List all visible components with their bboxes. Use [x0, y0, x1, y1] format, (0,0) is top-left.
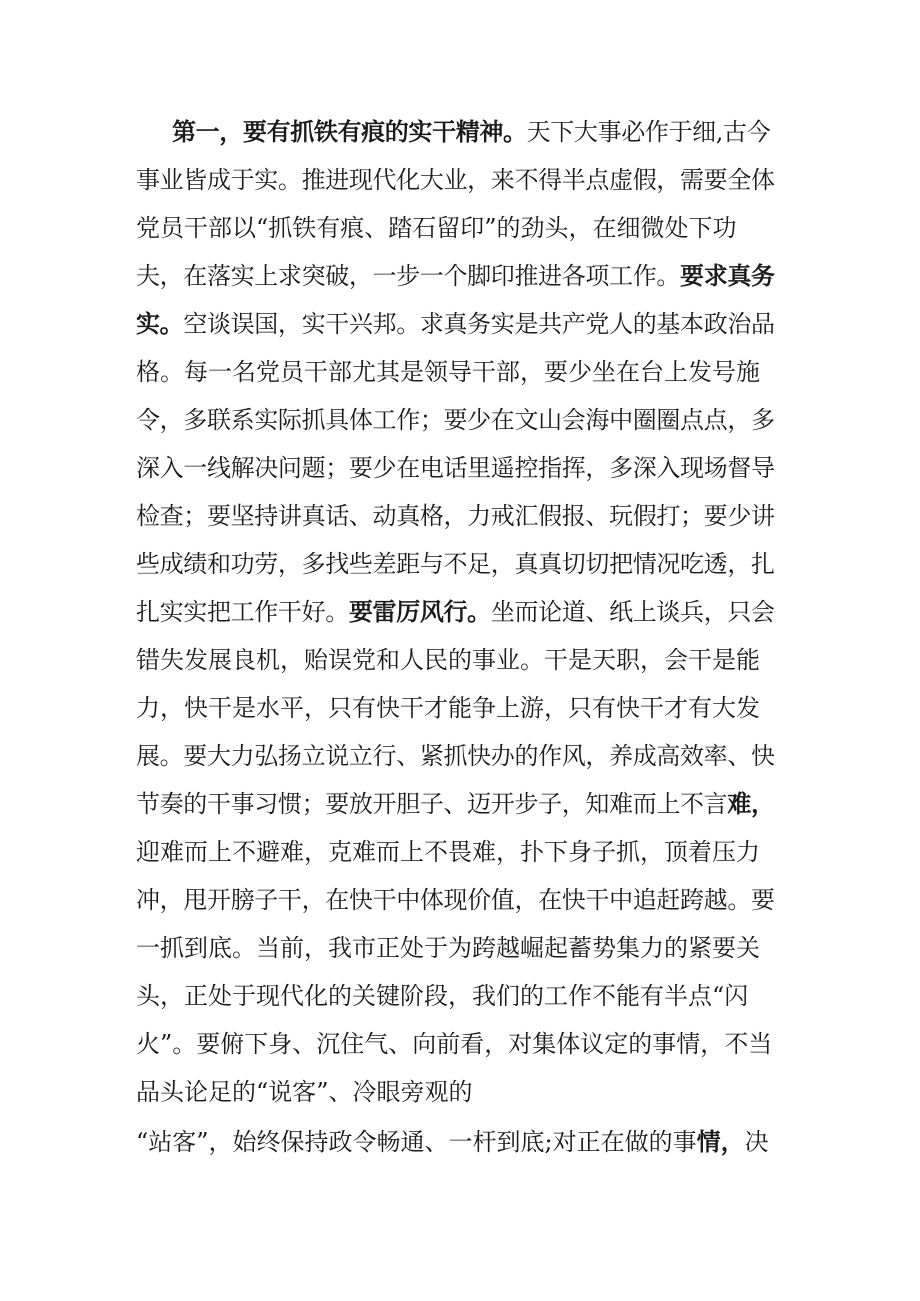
text-segment: 力，快干是水平，只有快干才能争上游，只有快干才有大发	[136, 694, 760, 722]
bold-text-segment: 要雷厉风行。	[348, 598, 491, 626]
text-segment: 节奏的干事习惯；要放开胆子、迈开步子，知难而上不言	[136, 790, 728, 818]
bold-text-segment: 难，	[727, 790, 775, 818]
text-line	[136, 492, 776, 540]
text-segment: 冲，甩开膀子干，在快干中体现价值，在快干中追赶跨越。要	[136, 886, 775, 914]
text-segment: 夫，在落实上求突破，一步一个脚印推进各项工作。	[136, 262, 681, 290]
text-line	[136, 444, 776, 492]
text-segment: 展。要大力弘扬立说立行、紧抓快办的作风，养成高效率、快	[136, 742, 775, 770]
text-segment: 头，正处于现代化的关键阶段，我们的工作不能有半点“闪	[136, 982, 749, 1010]
text-segment: 错失发展良机，贻误党和人民的事业。干是天职，会干是能	[136, 646, 760, 674]
bold-text-segment: 实。	[136, 310, 184, 338]
text-segment: “站客”，始终保持政令畅通、一杆到底;对正在做的事	[136, 1128, 697, 1156]
text-line	[136, 396, 776, 444]
text-line	[136, 972, 776, 1020]
text-segment: 格。每一名党员干部尤其是领导干部，要少坐在台上发号施	[136, 358, 760, 386]
text-line	[136, 348, 776, 396]
text-segment: 党员干部以“抓铁有痕、踏石留印”的劲头，在细微处下功	[136, 214, 737, 242]
text-segment: 决	[744, 1128, 769, 1156]
bold-text-segment: 情，	[696, 1128, 745, 1156]
text-segment: 些成绩和功劳，多找些差距与不足，真真切切把情况吃透，扎	[136, 550, 775, 578]
text-segment: 令，多联系实际抓具体工作；要少在文山会海中圈圈点点，多	[136, 406, 775, 434]
text-segment: 深入一线解决问题；要少在电话里遥控指挥，多深入现场督导	[136, 454, 775, 482]
text-line	[136, 1068, 776, 1116]
text-segment: 事业皆成于实。推进现代化大业，来不得半点虚假，需要全体	[136, 166, 775, 194]
text-line	[136, 1118, 776, 1166]
text-segment: 火”。要俯下身、沉住气、向前看，对集体议定的事情，不当	[136, 1030, 773, 1058]
text-line	[136, 204, 776, 252]
text-segment: 空谈误国，实干兴邦。求真务实是共产党人的基本政治品	[183, 310, 775, 338]
text-line	[136, 924, 776, 972]
text-segment: 品头论足的“说客”、冷眼旁观的	[136, 1078, 473, 1106]
text-segment: 扎实实把工作干好。	[136, 598, 349, 626]
text-line	[136, 588, 776, 636]
text-line	[136, 732, 776, 780]
text-segment: 坐而论道、纸上谈兵，只会	[490, 598, 775, 626]
text-segment: 迎难而上不避难，克难而上不畏难，扑下身子抓，顶着压力	[136, 838, 760, 866]
text-line	[136, 540, 776, 588]
text-line	[136, 636, 776, 684]
text-line	[136, 828, 776, 876]
text-segment: 检查；要坚持讲真话、动真格，力戒汇假报、玩假打；要少讲	[136, 502, 775, 530]
text-line	[136, 780, 776, 828]
text-line	[136, 684, 776, 732]
text-segment: 天下大事必作于细,古今	[526, 118, 771, 146]
text-line	[136, 156, 776, 204]
text-line	[136, 252, 776, 300]
text-line	[136, 1020, 776, 1068]
text-line	[172, 108, 772, 156]
text-line	[136, 300, 776, 348]
text-line	[136, 876, 776, 924]
bold-text-segment: 要求真务	[680, 262, 775, 290]
text-segment: 一抓到底。当前，我市正处于为跨越崛起蓄势集力的紧要关	[136, 934, 760, 962]
bold-text-segment: 第一，要有抓铁有痕的实干精神。	[172, 118, 527, 146]
